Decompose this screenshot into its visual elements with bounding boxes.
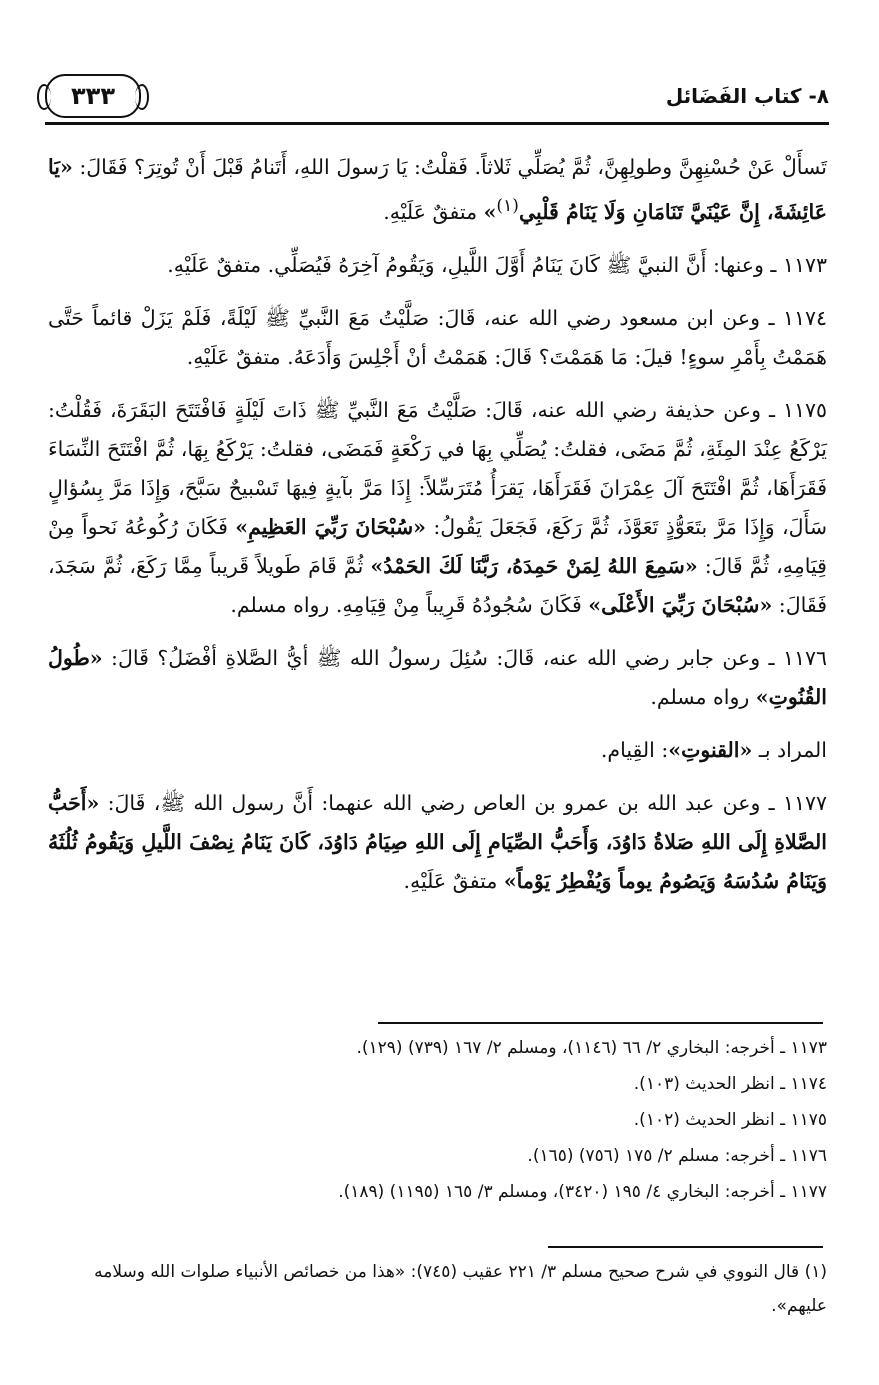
- reference-1173: ١١٧٣ ـ أخرجه: البخاري ٢/ ٦٦ (١١٤٦)، ومسلم ٢/ ١٦٧ (٧٣٩) (١٢٩).: [356, 1038, 827, 1058]
- footnote-1: (١) قال النووي في شرح صحيح مسلم ٣/ ٢٢١ عقيب (٧٤٥): «هذا من خصائص الأنبياء صلوات الله وسلامه عليهم».: [94, 1262, 827, 1316]
- reference-1175: ١١٧٥ ـ انظر الحديث (١٠٢).: [633, 1110, 827, 1130]
- page-number: ٣٣٣: [45, 74, 141, 118]
- hadith-1173: ١١٧٣ ـ وعنها: أَنَّ النبيَّ ﷺ كَانَ يَنَامُ أَوَّلَ اللَّيلِ، وَيَقُومُ آخِرَهُ فَيُصَلِّي. متفقٌ عَلَيْهِ.: [167, 252, 827, 277]
- footnote-marker[interactable]: (١): [496, 196, 519, 216]
- hadith-1176: ١١٧٦ ـ وعن جابر رضي الله عنه، قَالَ: سُئِلَ رسولُ الله ﷺ أيُّ الصَّلاةِ أفْضَلُ؟ قَالَ: «طُولُ القُنُوتِ» رواه مسلم.: [48, 645, 827, 709]
- header-divider: [45, 122, 829, 125]
- reference-1174: ١١٧٤ ـ انظر الحديث (١٠٣).: [633, 1074, 827, 1094]
- reference-1176: ١١٧٦ ـ أخرجه: مسلم ٢/ ١٧٥ (٧٥٦) (١٦٥).: [527, 1146, 827, 1166]
- hadith-1175: ١١٧٥ ـ وعن حذيفة رضي الله عنه، قَالَ: صَلَّيْتُ مَعَ النَّبيِّ ﷺ ذَاتَ لَيْلَةٍ فَافْتَتَحَ البَقَرَةَ، فَقُلْتُ: يَرْكَعُ عِنْدَ المِئَةِ، ثُمَّ مَضَى، فقلتُ: يُصَلِّي بِهَا في رَكْعَةٍ فَمَضَى، فقلتُ: يَرْكَعُ بِهَا، ثُمَّ افْتَتَحَ النِّسَاءَ فَقَرَأَهَا، ثُمَّ افْتَتَحَ آلَ عِمْرَانَ فَقَرَأَهَا، يَقرَأُ مُتَرَسِّلاً: إِذَا مَرَّ بآيةٍ فِيهَا تَسْبيحٌ سَبَّحَ، وَإِذَا مَرَّ بِسُؤالٍ سَأَلَ، وَإِذَا مَرَّ بتَعَوُّذٍ تَعَوَّذَ، ثُمَّ رَكَعَ، فَجَعَلَ يَقُولُ: «سُبْحَانَ رَبِّيَ العَظِيمِ» فَكَانَ رُكُوعُهُ نَحواً مِنْ قِيَامِهِ، ثُمَّ قَالَ: «سَمِعَ اللهُ لِمَنْ حَمِدَهُ، رَبَّنَا لَكَ الحَمْدُ» ثُمَّ قَامَ طَويلاً قَريباً مِمَّا رَكَعَ، ثُمَّ سَجَدَ، فَقَالَ: «سُبْحَانَ رَبِّيَ الأَعْلَى» فَكَانَ سُجُودُهُ قَرِيباً مِنْ قِيَامِهِ. رواه مسلم.: [48, 397, 827, 617]
- reference-1177: ١١٧٧ ـ أخرجه: البخاري ٤/ ١٩٥ (٣٤٢٠)، ومسلم ٣/ ١٦٥ (١١٩٥) (١٨٩).: [338, 1182, 827, 1202]
- continuation-paragraph: تَسأَلْ عَنْ حُسْنِهِنَّ وطولِهِنَّ، ثُمَّ يُصَلِّي ثَلاثاً. فَقلْتُ: يَا رَسولَ اللهِ، أَتَنامُ قَبْلَ أَنْ تُوتِرَ؟ فَقَالَ: «يَا عَائِشَةَ، إِنَّ عَيْنَيَّ تَنَامَانِ وَلَا يَنَامُ قَلْبِي$^{(١)}$» متفقٌ عَلَيْهِ.: [48, 155, 827, 224]
- prophet-quote: «يَا عَائِشَةَ، إِنَّ عَيْنَيَّ تَنَامَانِ وَلَا يَنَامُ قَلْبِي: [48, 155, 827, 224]
- references-list: [48, 1030, 827, 1210]
- hadith-1177: ١١٧٧ ـ وعن عبد الله بن عمرو بن العاص رضي الله عنهما: أَنَّ رسول الله ﷺ، قَالَ: «أَحَبُّ الصَّلاةِ إِلَى اللهِ صَلاةُ دَاوُدَ، وَأَحَبُّ الصِّيَامِ إِلَى اللهِ صِيَامُ دَاوُدَ، كَانَ يَنَامُ نِصْفَ اللَّيلِ وَيَقُومُ ثُلُثَهُ وَيَنَامُ سُدُسَهُ وَيَصُومُ يوماً وَيُفْطِرُ يَوْماً» متفقٌ عَلَيْهِ.: [48, 790, 827, 893]
- references-divider: [378, 1022, 823, 1024]
- murad-note: المراد بـ «القنوتِ»: القِيام.: [600, 737, 827, 762]
- footnote-divider: [548, 1246, 823, 1248]
- hadith-body: [48, 148, 827, 915]
- hadith-1174: ١١٧٤ ـ وعن ابن مسعود رضي الله عنه، قَالَ: صَلَّيْتُ مَعَ النَّبيِّ ﷺ لَيْلَةً، فَلَمْ يَزَلْ قائماً حَتَّى هَمَمْتُ بِأَمْرِ سوءٍ! قيلَ: مَا هَمَمْتَ؟ قَالَ: هَمَمْتُ أنْ أَجْلِسَ وَأَدَعَهُ. متفقٌ عَلَيْهِ.: [48, 305, 827, 369]
- chapter-title: ٨- كتاب الفَضَائل: [665, 84, 829, 108]
- page-header: [45, 70, 829, 122]
